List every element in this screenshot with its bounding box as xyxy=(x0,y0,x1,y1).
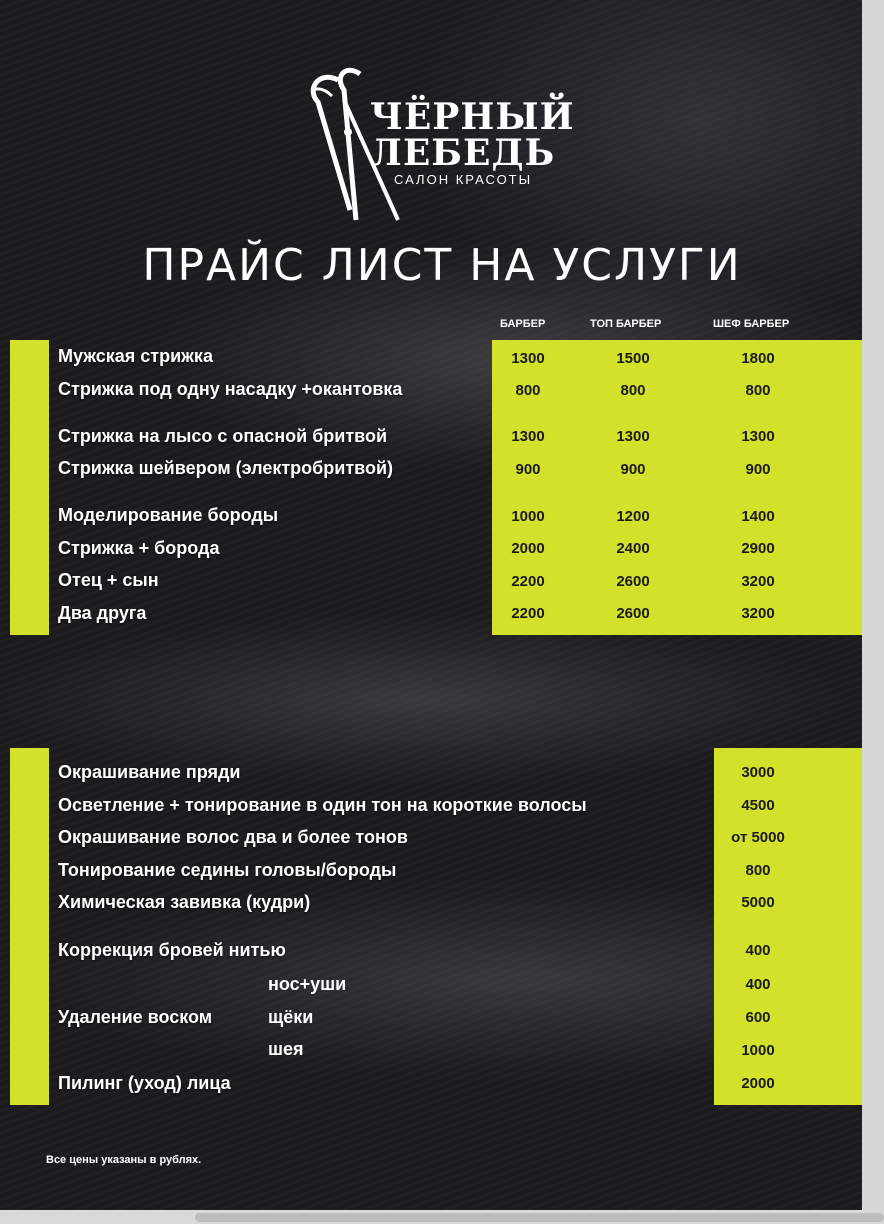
waxing-item-name: шея xyxy=(268,1039,304,1059)
accent-bar-left-1 xyxy=(10,340,49,635)
service-name: Тонирование седины головы/бороды xyxy=(58,860,397,880)
brand-subtitle: САЛОН КРАСОТЫ xyxy=(394,172,533,187)
price-chef-barber: 3200 xyxy=(741,605,775,622)
brand-logo xyxy=(298,60,588,230)
page-title: ПРАЙС ЛИСТ НА УСЛУГИ xyxy=(142,240,742,291)
horizontal-scrollbar[interactable] xyxy=(195,1213,884,1222)
price-barber: 2200 xyxy=(511,573,545,590)
column-header-top-barber: ТОП БАРБЕР xyxy=(590,318,662,330)
price-barber: 1000 xyxy=(511,508,545,525)
viewer-right-margin xyxy=(862,0,884,1224)
price-top-barber: 1200 xyxy=(616,508,650,525)
service-name: Химическая завивка (кудри) xyxy=(58,892,311,912)
waxing-item-price: 400 xyxy=(745,976,771,993)
service-name: Осветление + тонирование в один тон на короткие волосы xyxy=(58,795,587,815)
service-name: Коррекция бровей нитью xyxy=(58,940,286,960)
service-name: Отец + сын xyxy=(58,570,159,590)
service-name: Стрижка шейвером (электробритвой) xyxy=(58,458,394,478)
service-name: Пилинг (уход) лица xyxy=(58,1073,231,1093)
price-chef-barber: 1300 xyxy=(741,428,775,445)
price-barber: 900 xyxy=(515,461,541,478)
waxing-item-price: 600 xyxy=(745,1009,771,1026)
price-barber: 2000 xyxy=(511,540,545,557)
price-chef-barber: 1800 xyxy=(741,350,775,367)
price-top-barber: 2400 xyxy=(616,540,650,557)
service-price: 4500 xyxy=(741,797,775,814)
price-top-barber: 800 xyxy=(620,382,646,399)
service-price: 800 xyxy=(745,862,771,879)
price-top-barber: 2600 xyxy=(616,605,650,622)
service-name: Стрижка под одну насадку +окантовка xyxy=(58,379,403,399)
price-chef-barber: 800 xyxy=(745,382,771,399)
currency-note: Все цены указаны в рублях. xyxy=(46,1154,202,1166)
service-price: 5000 xyxy=(741,894,775,911)
price-barber: 2200 xyxy=(511,605,545,622)
service-name: Окрашивание волос два и более тонов xyxy=(58,827,408,847)
accent-bar-left-2 xyxy=(10,748,49,1105)
service-price: от 5000 xyxy=(731,829,785,846)
service-name: Окрашивание пряди xyxy=(58,762,241,782)
service-name: Два друга xyxy=(58,603,147,623)
waxing-item-name: нос+уши xyxy=(268,974,347,994)
price-top-barber: 1300 xyxy=(616,428,650,445)
waxing-item-price: 1000 xyxy=(741,1042,775,1059)
service-name: Стрижка на лысо с опасной бритвой xyxy=(58,426,388,446)
column-header-barber: БАРБЕР xyxy=(500,318,546,330)
price-chef-barber: 900 xyxy=(745,461,771,478)
price-barber: 1300 xyxy=(511,428,545,445)
service-name: Моделирование бороды xyxy=(58,505,279,525)
price-chef-barber: 2900 xyxy=(741,540,775,557)
column-header-chef-barber: ШЕФ БАРБЕР xyxy=(713,318,790,330)
price-top-barber: 1500 xyxy=(616,350,650,367)
price-top-barber: 2600 xyxy=(616,573,650,590)
price-chef-barber: 3200 xyxy=(741,573,775,590)
brand-name-line2: ЛЕБЕДЬ xyxy=(370,132,556,174)
service-name: Стрижка + борода xyxy=(58,538,220,558)
service-name: Мужская стрижка xyxy=(58,346,213,366)
price-barber: 1300 xyxy=(511,350,545,367)
service-price: 3000 xyxy=(741,764,775,781)
service-price: 400 xyxy=(745,942,771,959)
waxing-label: Удаление воском xyxy=(58,1007,213,1027)
waxing-item-name: щёки xyxy=(268,1007,314,1027)
service-price: 2000 xyxy=(741,1075,775,1092)
brand-name-line1: ЧЁРНЫЙ xyxy=(370,96,575,138)
price-top-barber: 900 xyxy=(620,461,646,478)
price-barber: 800 xyxy=(515,382,541,399)
price-chef-barber: 1400 xyxy=(741,508,775,525)
